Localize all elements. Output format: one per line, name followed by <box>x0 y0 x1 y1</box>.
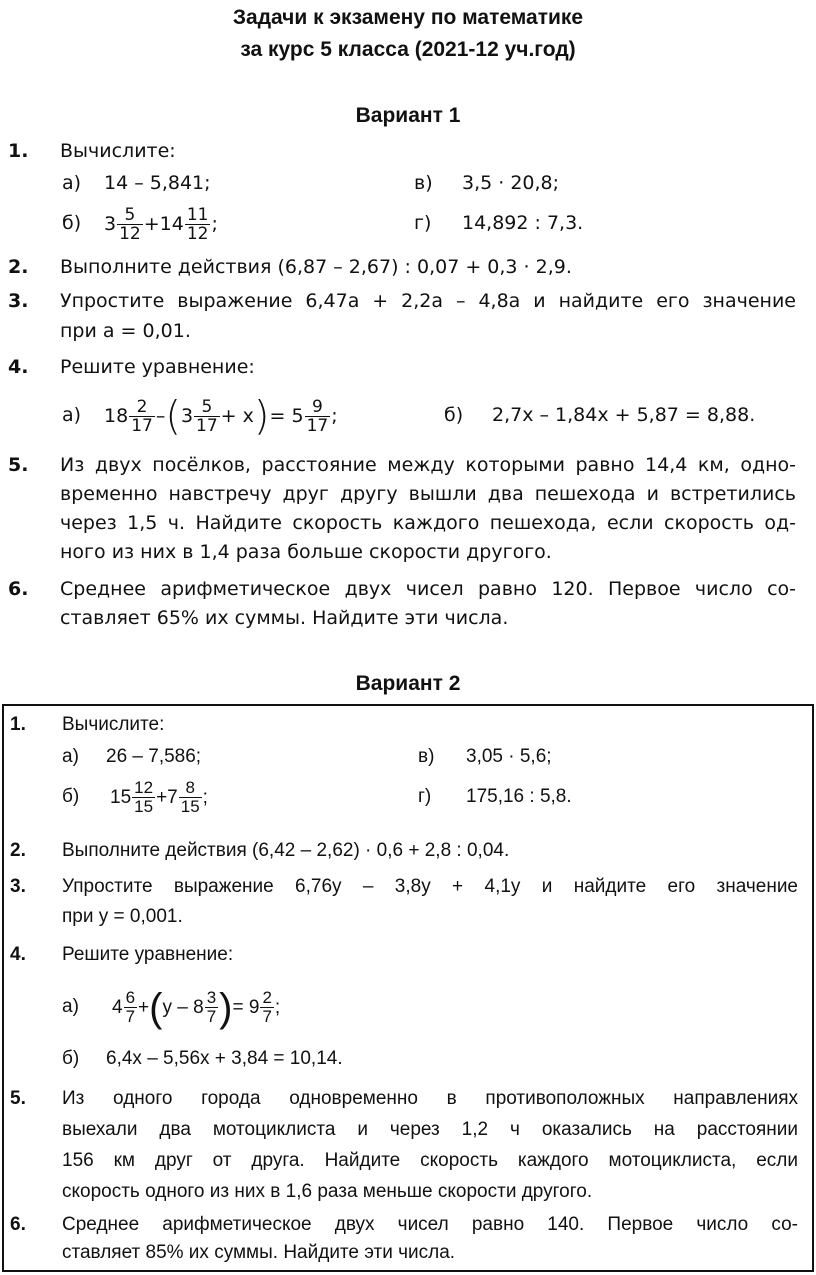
equation <box>104 388 338 444</box>
whole-part: 18 <box>104 405 129 427</box>
task-text-line: ставляет 85% их суммы. Найдите эти числа. <box>62 1242 456 1263</box>
equals: = 5 <box>269 405 304 427</box>
numerator: 2 <box>129 398 155 417</box>
task-number: 3. <box>8 290 29 312</box>
denominator: 12 <box>119 224 141 244</box>
task-number: 4. <box>8 356 29 378</box>
task-text-line: Среднее арифметическое двух чисел равно 140. Первое число со- <box>62 1214 798 1235</box>
task-text-line: временно навстречу друг другу вышли два пешехода и встретились <box>60 483 796 505</box>
task-text-line: Упростите выражение 6,76y – 3,8y + 4,1y и найдите его значение <box>62 876 798 897</box>
terminator: ; <box>202 787 208 808</box>
equals: = 9 <box>232 997 260 1018</box>
task-number: 2. <box>8 256 29 278</box>
operator: + <box>156 787 168 808</box>
task-text: Решите уравнение: <box>60 356 255 378</box>
fraction <box>129 398 155 435</box>
expression: 3,05 · 5,6; <box>466 746 552 767</box>
subtask-label: г) <box>414 212 432 234</box>
right-paren: ) <box>253 393 270 440</box>
denominator: 15 <box>134 797 154 817</box>
expression: 14,892 : 7,3. <box>462 212 584 234</box>
task-text: Выполните действия (6,87 – 2,67) : 0,07 + 0,3 · 2,9. <box>60 256 572 278</box>
variant-1-heading: Вариант 1 <box>355 104 461 127</box>
fraction <box>124 989 137 1026</box>
mixed-fraction-expression <box>104 196 218 252</box>
fraction <box>185 206 211 243</box>
task-number: 5. <box>10 1088 26 1109</box>
task-text-line: через 1,5 ч. Найдите скорость каждого пешехода, если скорость од- <box>60 512 796 534</box>
subtask-label: а) <box>62 172 82 194</box>
expression: 6,4x – 5,56x + 3,84 = 10,14. <box>106 1048 343 1069</box>
denominator: 15 <box>180 797 200 817</box>
numerator: 8 <box>179 779 202 798</box>
task-number: 1. <box>10 714 26 735</box>
numerator: 6 <box>125 988 136 1008</box>
whole-part: 7 <box>167 787 178 808</box>
subtask-label: б) <box>444 404 464 426</box>
task-number: 6. <box>8 578 29 600</box>
equation <box>112 980 280 1036</box>
expression: 14 – 5,841; <box>104 172 211 194</box>
operator: – <box>155 405 166 427</box>
numerator: 9 <box>305 398 331 417</box>
task-text-line: ного из них в 1,4 раза больше скорости другого. <box>60 541 552 563</box>
task-text-line: ставляет 65% их суммы. Найдите эти числа. <box>60 607 509 629</box>
page-title-line-2: за курс 5 класса (2021-12 уч.год) <box>240 38 576 61</box>
subtask-label: б) <box>62 212 82 234</box>
task-number: 1. <box>8 140 29 162</box>
operator: + x <box>220 405 254 427</box>
task-text-line: Из одного города одновременно в противоположных направлениях <box>62 1088 798 1109</box>
denominator: 7 <box>206 1007 217 1027</box>
task-text: Выполните действия (6,42 – 2,62) · 0,6 + 2,8 : 0,04. <box>62 840 510 861</box>
task-text-line: Из двух посёлков, расстояние между которыми равно 14,4 км, одно- <box>60 454 796 476</box>
fraction <box>117 206 143 243</box>
expression: 2,7x – 1,84x + 5,87 = 8,88. <box>492 404 756 426</box>
subtask-label: а) <box>62 746 79 767</box>
numerator: 5 <box>194 398 220 417</box>
right-paren: ) <box>219 985 233 1030</box>
subtask-label: а) <box>62 404 82 426</box>
expression: 175,16 : 5,8. <box>466 786 572 807</box>
task-text-line: при y = 0,001. <box>62 906 183 927</box>
task-number: 2. <box>10 840 26 861</box>
task-number: 6. <box>10 1214 26 1235</box>
subtask-label: в) <box>418 746 435 767</box>
operator: + <box>143 213 160 235</box>
subtask-label: б) <box>62 1048 80 1069</box>
variant-2-heading: Вариант 2 <box>355 672 461 695</box>
denominator: 17 <box>131 416 153 436</box>
expression: 3,5 · 20,8; <box>462 172 560 194</box>
numerator: 12 <box>134 778 154 798</box>
task-text-line: 156 км друг от друга. Найдите скорость каждого мотоциклиста, если <box>62 1150 798 1171</box>
fraction <box>194 398 220 435</box>
task-number: 3. <box>10 876 26 897</box>
whole-part: 15 <box>110 787 132 808</box>
denominator: 7 <box>125 1007 136 1027</box>
fraction <box>205 989 218 1026</box>
numerator: 11 <box>186 205 209 225</box>
task-text-line: Среднее арифметическое двух чисел равно 120. Первое число со- <box>60 578 796 600</box>
numerator: 5 <box>117 206 143 225</box>
whole-part: 3 <box>104 213 117 235</box>
operator: + <box>138 997 150 1018</box>
fraction <box>179 779 202 816</box>
denominator: 12 <box>186 224 209 244</box>
denominator: 17 <box>306 416 329 436</box>
fraction <box>132 779 155 816</box>
whole-part: 3 <box>180 405 194 427</box>
task-number: 5. <box>8 454 29 476</box>
whole-part: 4 <box>112 997 123 1018</box>
terminator: ; <box>331 405 338 427</box>
mixed-fraction-expression <box>110 770 208 826</box>
whole-part: 14 <box>159 213 184 235</box>
task-text: Решите уравнение: <box>62 944 234 965</box>
task-text-line: при a = 0,01. <box>60 320 191 342</box>
left-paren: ( <box>149 985 163 1030</box>
task-number: 4. <box>10 944 26 965</box>
numerator: 2 <box>262 988 272 1008</box>
terminator: ; <box>211 213 218 235</box>
task-text: Вычислите: <box>60 140 176 162</box>
denominator: 17 <box>196 416 218 436</box>
subtask-label: б) <box>62 786 80 807</box>
subtask-label: в) <box>414 172 433 194</box>
task-text-line: выехали два мотоциклиста и через 1,2 ч оказались на расстоянии <box>62 1119 798 1140</box>
fraction <box>260 989 273 1026</box>
page-title-line-1: Задачи к экзамену по математике <box>232 6 584 29</box>
subtask-label: г) <box>418 786 432 807</box>
subtask-label: а) <box>62 996 79 1017</box>
task-text-line: скорость одного из них в 1,6 раза меньше скорости другого. <box>62 1181 593 1202</box>
expression-part: y – 8 <box>162 997 204 1018</box>
task-text: Вычислите: <box>62 714 165 735</box>
task-text-line: Упростите выражение 6,47a + 2,2a – 4,8a и найдите его значение <box>60 290 796 312</box>
numerator: 3 <box>206 988 217 1008</box>
expression: 26 – 7,586; <box>106 746 202 767</box>
left-paren: ( <box>165 393 181 440</box>
fraction <box>305 398 331 435</box>
terminator: ; <box>274 997 281 1018</box>
denominator: 7 <box>262 1007 272 1027</box>
